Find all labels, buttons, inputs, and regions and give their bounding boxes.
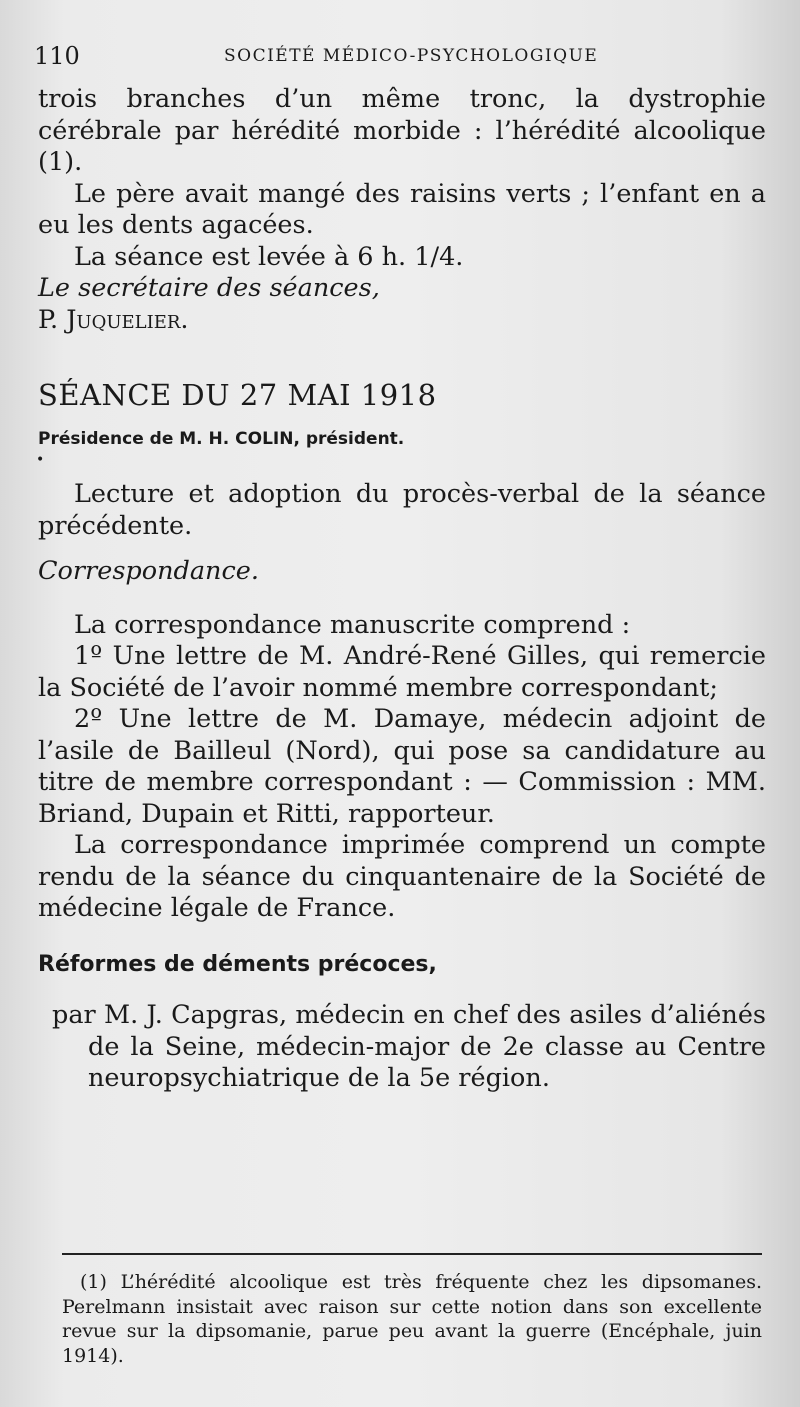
session-title: SÉANCE DU 27 MAI 1918 [38,378,437,412]
footnote [62,1270,762,1368]
page-body [38,84,766,1095]
paragraph-proverb: Le père avait mangé des raisins verts ; l’enfant en a eu les dents agacées. [38,178,766,240]
signature-role: Le secrétaire des séances, [38,273,380,303]
page-header [34,42,774,72]
author-line: par M. J. Capgras, médecin en chef des asiles d’aliénés de la Seine, médecin-major de 2e classe au Centre neuropsychiatrique de la 5e région. [52,1000,766,1093]
correspondence-item-1: 1º Une lettre de M. André-René Gilles, qui remercie la Société de l’avoir nommé membre correspondant; [38,641,766,703]
correspondence-heading: Correspondance. [38,556,259,586]
running-title: SOCIÉTÉ MÉDICO-PSYCHOLOGIQUE [224,46,599,66]
paragraph-closing: La séance est levée à 6 h. 1/4. [74,241,464,272]
paragraph-lecture: Lecture et adoption du procès-verbal de la séance précédente. [38,479,766,541]
section-title: Réformes de déments précoces, [38,951,437,977]
presidency-line: Présidence de M. H. COLIN, président. [38,428,405,449]
footnote-divider [62,1253,762,1255]
margin-dot: • [36,452,45,468]
signature-name: P. Juquelier. [38,304,189,335]
footnote-text: (1) L’hérédité alcoolique est très fréquente chez les dipsomanes. Perelmann insistait avec raison sur cette notion dans son excellente revue sur la dipsomanie, parue peu avant la guerre (Encéphale, juin 1914). [62,1271,762,1367]
correspondence-item-2: 2º Une lettre de M. Damaye, médecin adjoint de l’asile de Bailleul (Nord), qui pose sa candidature au titre de membre correspondant : — Commission : MM. Briand, Dupain et Ritti, rapporteur. [38,704,766,829]
printed-correspondence: La correspondance imprimée comprend un compte rendu de la séance du cinquantenaire de la Société de médecine légale de France. [38,830,766,923]
paragraph-continuation: trois branches d’un même tronc, la dystrophie cérébrale par hérédité morbide : l’hérédité alcoolique (1). [38,84,766,177]
correspondence-intro: La correspondance manuscrite comprend : [74,609,631,640]
page-number: 110 [34,42,80,70]
